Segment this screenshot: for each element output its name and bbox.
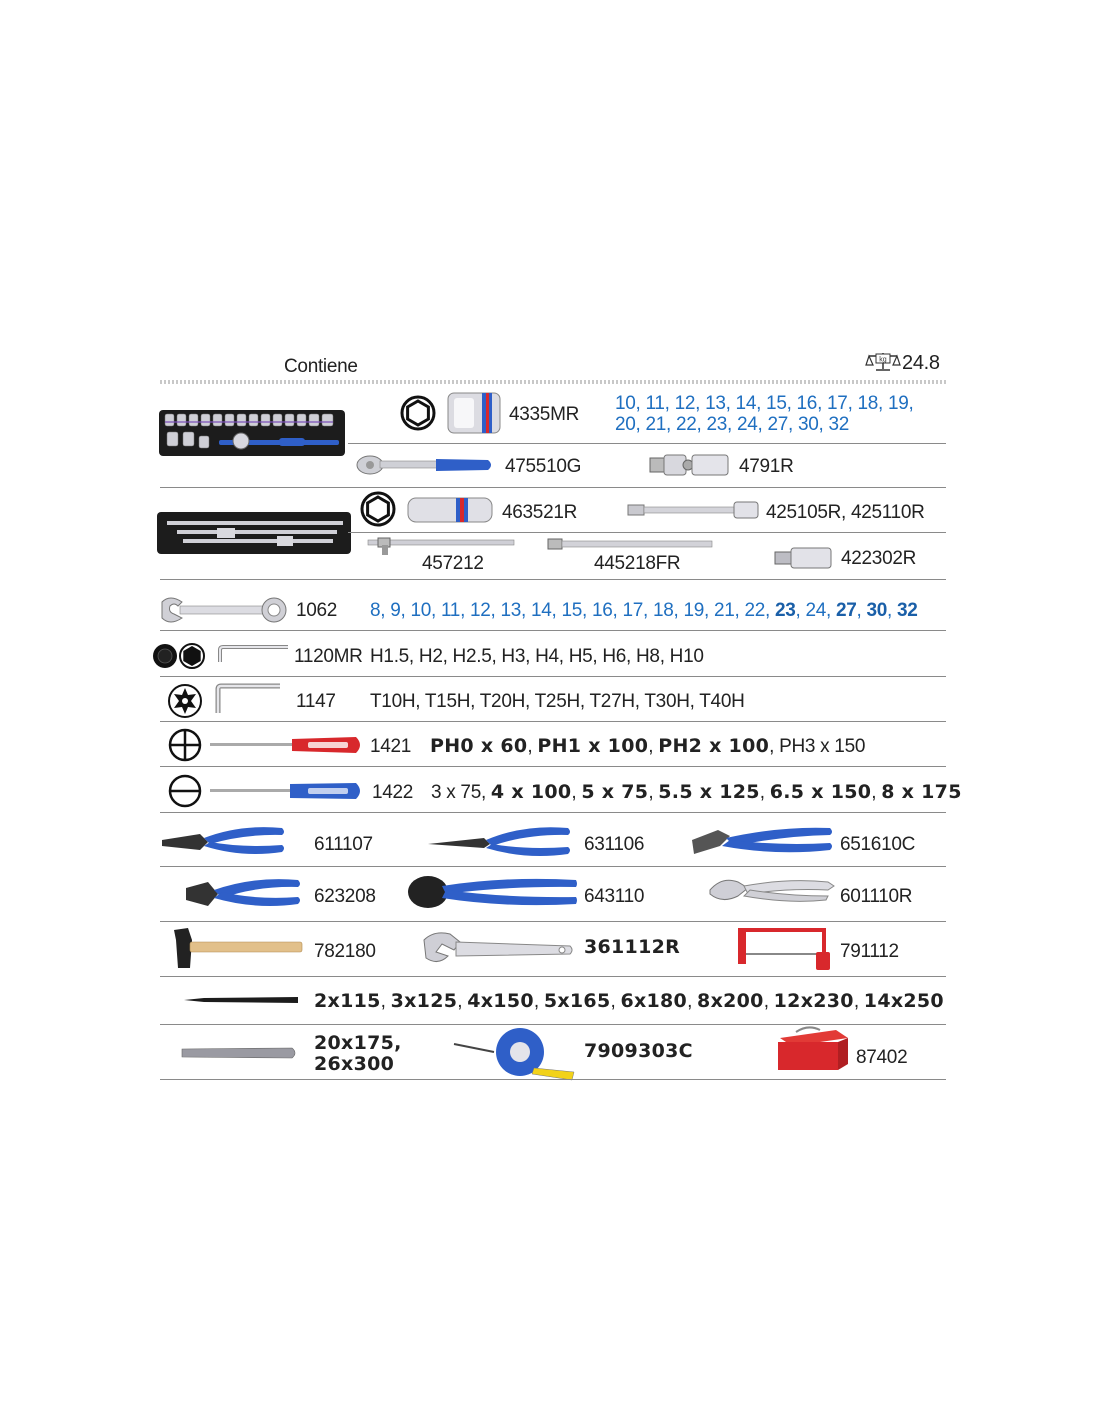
row-divider bbox=[348, 443, 946, 444]
ratchet-icon bbox=[356, 454, 494, 476]
row-divider bbox=[160, 579, 946, 580]
universal-joint-icon bbox=[650, 452, 734, 478]
toolbox-icon bbox=[774, 1024, 852, 1072]
socket-tray-1-icon bbox=[159, 410, 345, 456]
torx-key-code: 1147 bbox=[296, 691, 336, 712]
pin-punch-icon bbox=[184, 995, 300, 1005]
slotted-screwdriver-icon bbox=[210, 780, 366, 802]
phillips-screwdriver-icon bbox=[210, 734, 366, 756]
combination-wrench-sizes: 8, 9, 10, 11, 12, 13, 14, 15, 16, 17, 18, 19, 21, 22, 23, 24, 27, 30, 32 bbox=[370, 600, 918, 621]
slotted-profile-icon bbox=[168, 774, 202, 808]
row-divider bbox=[160, 866, 946, 867]
row-divider bbox=[160, 812, 946, 813]
combination-pliers-code: 611107 bbox=[314, 834, 373, 855]
socket-sizes-line-1: 10, 11, 12, 13, 14, 15, 16, 17, 18, 19, bbox=[615, 393, 914, 414]
row-divider bbox=[160, 676, 946, 677]
wrench-sizes-regular: 8, 9, 10, 11, 12, 13, 14, 15, 16, 17, 18, 19, 21, 22, bbox=[370, 600, 770, 621]
phillips-sizes: PH0 x 60, PH1 x 100, PH2 x 100, PH3 x 150 bbox=[430, 735, 866, 757]
svg-text:kg: kg bbox=[879, 356, 887, 364]
phillips-profile-icon bbox=[168, 728, 202, 762]
adjustable-wrench-icon bbox=[420, 930, 574, 966]
extension-bar-codes: 425105R, 425110R bbox=[766, 502, 925, 523]
combination-wrench-code: 1062 bbox=[296, 600, 338, 621]
deep-socket-code: 463521R bbox=[502, 502, 578, 523]
hacksaw-icon bbox=[736, 926, 834, 972]
hex-deep-socket-profile-icon bbox=[361, 492, 395, 526]
deep-socket-icon bbox=[406, 495, 496, 525]
socket-code: 4335MR bbox=[509, 404, 580, 425]
adapter-code: 422302R bbox=[841, 548, 917, 569]
weight-value: 24.8 bbox=[902, 352, 940, 374]
socket-icon bbox=[446, 390, 504, 436]
hammer-icon bbox=[170, 926, 304, 972]
row-divider bbox=[160, 721, 946, 722]
long-nose-pliers-icon bbox=[428, 824, 572, 860]
wrench-size-27: 27 bbox=[835, 600, 857, 621]
measuring-tape-icon bbox=[454, 1024, 578, 1080]
universal-joint-code: 4791R bbox=[739, 456, 794, 477]
wrench-size-30: 30 bbox=[866, 600, 888, 621]
wrench-size-23: 23 bbox=[774, 600, 796, 621]
ratchet-code: 475510G bbox=[505, 456, 582, 477]
slotted-sizes: 3 x 75, 4 x 100, 5 x 75, 5.5 x 125, 6.5 x 150, 8 x 175 bbox=[431, 781, 962, 803]
toolbox-code: 87402 bbox=[856, 1047, 908, 1068]
hammer-code: 782180 bbox=[314, 941, 376, 962]
cold-chisel-size-2: 26x300 bbox=[314, 1053, 395, 1075]
hex-key-icon bbox=[216, 644, 290, 666]
row-divider bbox=[160, 487, 946, 488]
row-divider bbox=[160, 921, 946, 922]
hacksaw-code: 791112 bbox=[840, 941, 899, 962]
water-pump-pliers-icon bbox=[690, 826, 834, 860]
diagonal-cutter-code: 623208 bbox=[314, 886, 376, 907]
measuring-tape-code: 7909303C bbox=[584, 1040, 693, 1062]
section-title: Contiene bbox=[284, 356, 358, 377]
hex-socket-profile-icon bbox=[401, 396, 435, 430]
hex-ball-profile-icon bbox=[152, 642, 208, 670]
cold-chisel-icon bbox=[182, 1045, 300, 1061]
locking-pliers-icon bbox=[708, 874, 836, 910]
locking-pliers-code: 601110R bbox=[840, 886, 913, 907]
hex-key-sizes: H1.5, H2, H2.5, H3, H4, H5, H6, H8, H10 bbox=[370, 646, 704, 667]
accessory-tray-icon bbox=[157, 512, 351, 554]
diagonal-cutter-icon bbox=[184, 876, 302, 912]
long-nose-pliers-code: 631106 bbox=[584, 834, 645, 855]
row-divider bbox=[160, 1079, 946, 1080]
torx-key-sizes: T10H, T15H, T20H, T25H, T27H, T30H, T40H bbox=[370, 691, 745, 712]
row-divider bbox=[160, 976, 946, 977]
t-bar-handle-code: 457212 bbox=[422, 553, 484, 574]
hex-key-code: 1120MR bbox=[294, 646, 363, 667]
water-pump-pliers-code: 651610C bbox=[840, 834, 916, 855]
end-cutting-pincers-icon bbox=[406, 872, 578, 912]
adjustable-wrench-code: 361112R bbox=[584, 936, 681, 958]
cold-chisel-size-1: 20x175, bbox=[314, 1032, 402, 1054]
phillips-code: 1421 bbox=[370, 736, 412, 757]
row-divider bbox=[160, 766, 946, 767]
pin-punch-sizes: 2x115, 3x125, 4x150, 5x165, 6x180, 8x200, 12x230, 14x250 bbox=[314, 990, 944, 1012]
row-divider bbox=[348, 532, 946, 533]
adapter-icon bbox=[775, 546, 835, 570]
row-divider bbox=[160, 630, 946, 631]
flex-handle-icon bbox=[548, 536, 714, 554]
torx-key-icon bbox=[212, 683, 284, 717]
torx-profile-icon bbox=[168, 684, 202, 718]
header-divider bbox=[160, 380, 946, 384]
extension-bar-icon bbox=[628, 500, 760, 520]
weight-icon bbox=[866, 351, 900, 373]
combination-wrench-icon bbox=[160, 596, 288, 624]
end-cutting-pincers-code: 643110 bbox=[584, 886, 645, 907]
socket-sizes-line-2: 20, 21, 22, 23, 24, 27, 30, 32 bbox=[615, 414, 849, 435]
flex-handle-code: 445218FR bbox=[594, 553, 681, 574]
wrench-size-32: 32 bbox=[897, 600, 918, 621]
slotted-code: 1422 bbox=[372, 782, 414, 803]
combination-pliers-icon bbox=[160, 822, 286, 862]
